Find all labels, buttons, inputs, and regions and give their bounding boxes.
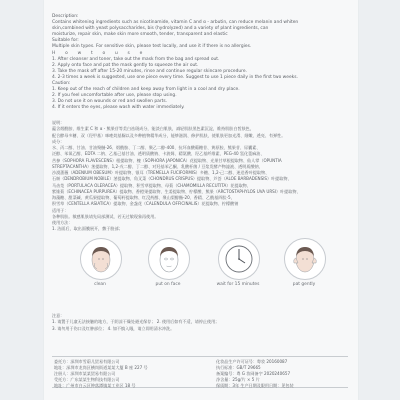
step-put-on-face [140, 232, 200, 314]
footer-line: 执行标准：GB/T 29665 [216, 365, 261, 370]
instruction-sheet [44, 0, 358, 400]
suitable-title: Suitable for: [52, 38, 79, 44]
description-line: skin,combined with yeast polysaccharides, bis (hydrolyzed) and a variety of plant ingredients, can [52, 26, 269, 32]
footer-line: 保质期：3年 生产日期及限用日期：见包装 [216, 383, 294, 388]
cn-line: 石斛（DENDROBIUM NOBILE）茎提取物、角叉菜（CHONDRUS CRISPUS）提取物、芦荟（ALOE BARBADENSIS）叶提取物、 [52, 176, 292, 182]
step-caption: wait for 15 minutes [216, 282, 260, 287]
clock-icon [218, 238, 260, 280]
cn-line: 海藻糖、甜菜碱、黄瓜果提取物、葡萄籽提取物、红没药醇、聚山梨醇酯-20、香精、乙酰基四肽-5、 [52, 195, 235, 200]
cn-line: 说明： [52, 120, 65, 125]
how-to-use-title: H o w t o u s e [52, 50, 147, 56]
cn-line: 1. 洁面后，取出面膜展开，敷于脸部； [52, 226, 123, 232]
footer-right [216, 359, 294, 389]
description-title: Description: [52, 14, 79, 19]
caution-line: 2. If you feel uncomfortable after use, please stop using. [52, 93, 177, 99]
cn-caution-line: 3. 请勿用于伤口及红肿部位； 4. 如不慎入眼，请立即用清水冲洗。 [52, 325, 175, 331]
cn-line: 泛醇、苯氧乙醇、EDTA 二钠、乙基己基甘油、透明质酸钠、卡波姆、精氨酸、羟乙基纤维素、PEG-40 氢化蓖麻油、 [52, 151, 265, 157]
cn-line: 使用方法： [52, 220, 73, 225]
step-clean [72, 232, 132, 314]
cn-line: 成分： [52, 138, 65, 144]
step-pat [276, 232, 336, 314]
cn-line: STREPTACANTHA）茎提取物、1,2-戊二醇、丁二醇、对羟基苯乙酮、乳酸杆菌 / 豆浆发酵产物滤液、透明质酸钠、 [52, 163, 263, 169]
caution-line: 1. Keep out of the reach of children and keep away from light in a cool and dry place. [52, 87, 240, 93]
cn-line: 沙漠蔷薇（ADENIUM OBESUM）叶提取物、银耳（TREMELLA FUCIFORMIS）多糖、1,2-己二醇、迷迭香叶提取物、 [52, 170, 270, 175]
caution-line: 3. Do not use it on wounds or red and swollen parts. [52, 99, 168, 105]
manufacturer-footer [52, 356, 348, 388]
footer-line: 注册人：深圳市某某贸易有限公司 [54, 371, 116, 376]
step-caption: pat gently [292, 282, 316, 287]
chinese-section [52, 120, 352, 233]
usage-step: 4. 2-3 times a week is suggested, use one piece every time. Suggest to use 1 piece daily in the first two weeks. [52, 74, 298, 80]
cn-line: 配合酵母多糖、双（羟甲基）咪唑烷基脲以及多种植物精华成分，能够滋润、修护肌肤，使肌肤更加光滑、细嫩、透亮、有弹性。 [52, 132, 286, 138]
cn-line: 各种肌肤。敏感肌肤请先局部测试，若无过敏现象再使用。 [52, 213, 159, 219]
usage-step: 2. Apply onto face and pat the mask gently to squeeze the air out. [52, 62, 199, 68]
cn-caution-line: 注意： [52, 313, 65, 318]
cn-line: 马齿苋（PORTULACA OLERACEA）提取物、积雪草提取物、母菊（CHAMOMILLA RECUTITA）花提取物、 [52, 182, 251, 188]
footer-line: 备案编号：粤 G 妆网备字 2020240657 [216, 371, 291, 376]
cn-line: 积雪草（CENTELLA ASIATICA）提取物、金盏花（CALENDULA OFFICINALIS）花提取物、柠檬酸钠 [52, 201, 239, 207]
cn-line: 苦参（SOPHORA FLAVESCENS）根提取物、槐（SOPHORA JAPONICA）花提取物、光果甘草根提取物、仙人掌（OPUNTIA [52, 157, 282, 163]
cn-caution-line: 1. 请置于儿童无法接触的地方，于阴凉干燥处避光保存； 2. 使用后如有不适，请停止使用； [52, 319, 220, 325]
footer-line: 净含量：25g/片 × 5 片 [216, 377, 260, 382]
usage-step: 3. Take the mask off after 15-20 minutes, rinse and continue regular skincare procedure. [52, 68, 247, 74]
face-mask-icon [148, 238, 190, 280]
cn-line: 紫锥菊（ECHINACEA PURPUREA）提取物、香橙果提取物、生姜提取物、柠檬酸、熊果（ARCTOSTAPHYLOS UVA URSI）叶提取物、 [52, 188, 301, 194]
footer-line: 地址：广州市白云区钟落潭镇某工业区 18 号 [54, 383, 136, 388]
caution-line: 4. If it enters the eyes, please wash with water immediately. [52, 105, 185, 111]
usage-step: 1. After cleanser and toner, take out the mask from the bag and spread out. [52, 56, 220, 62]
chinese-caution-section [52, 313, 352, 332]
footer-line: 化妆品生产许可证号：粤妆 20160087 [216, 359, 288, 364]
caution-title: Caution: [52, 81, 71, 87]
description-line: moisturize, repair skin, make skin more smooth, tender, transparent and elastic [52, 32, 228, 38]
step-caption: clean [94, 282, 106, 287]
footer-line: 地址：深圳市龙岗区横岗街道某某大厦 B 座 227 号 [54, 365, 148, 370]
cn-line: 适用于： [52, 207, 69, 213]
description-line: Contains whitening ingredients such as nicotinamide, vitamin C and α - arbutin, can reduce melanin and whiten [52, 20, 299, 26]
face-pat-icon [284, 238, 326, 280]
cn-line: 蕴含烟酰胺、维生素 C 和 α - 熊果苷等美白祛斑成分，能淡白肌肤，减轻肌肤黑色素沉淀，维持肌肤白皙肤色， [52, 126, 254, 132]
cn-line: 水、丙二醇、甘油、甘油聚醚-26、烟酰胺、丁二醇、聚乙二醇-400、抗坏血酸葡糖苷、黄原胶、熊果苷、尿囊素、 [52, 145, 261, 150]
english-section [52, 14, 352, 112]
footer-line: 委托方：深圳市雪蔚儿贸易有限公司 [54, 359, 120, 364]
footer-line: 受托方：广东某某生物科技有限公司 [54, 377, 120, 382]
usage-steps-illustrations [54, 232, 350, 314]
face-clean-icon [80, 238, 122, 280]
step-wait [210, 232, 270, 314]
footer-left [54, 359, 148, 389]
suitable-line: Multiple skin types. For sensitive skin, please test locally, and use it if there is no allergies. [52, 44, 252, 50]
step-caption: put on face [155, 282, 181, 287]
